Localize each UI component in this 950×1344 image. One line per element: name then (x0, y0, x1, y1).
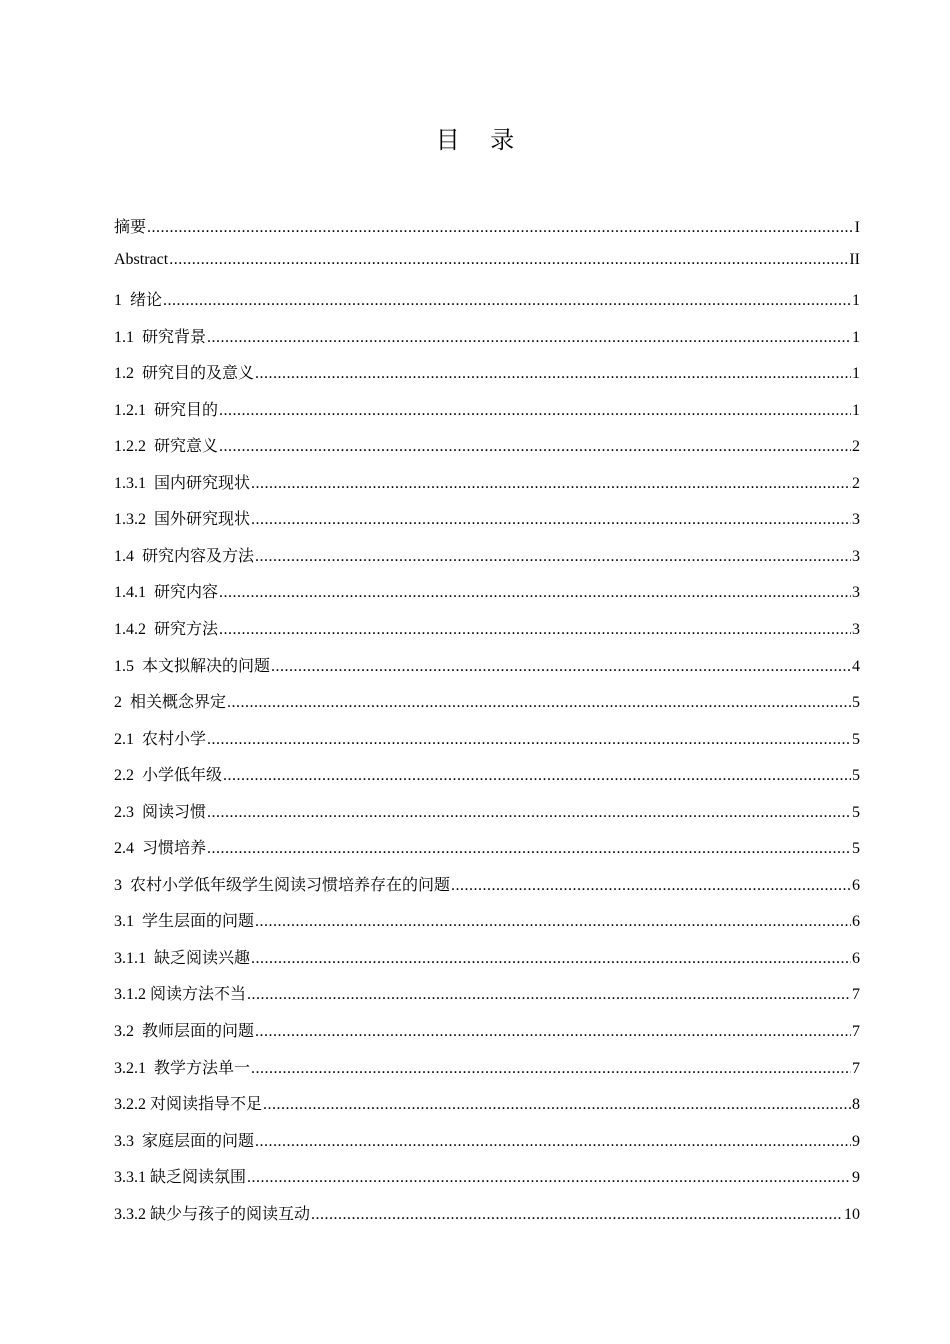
toc-page-number: 6 (852, 876, 860, 894)
toc-page-number: 9 (852, 1132, 860, 1150)
toc-page-number: 5 (852, 694, 860, 712)
toc-entry-label: 2 相关概念界定 (114, 694, 227, 712)
toc-dot-leader (207, 731, 851, 749)
toc-entry-label: 1.2.1 研究目的 (114, 401, 219, 419)
toc-dot-leader (451, 877, 851, 895)
toc-dot-leader (255, 1133, 851, 1151)
toc-entry-label: 3.2 教师层面的问题 (114, 1023, 255, 1041)
toc-entry[interactable] (114, 872, 860, 909)
toc-entry-label: 1.1 研究背景 (114, 328, 207, 346)
toc-page-number: 9 (852, 1169, 860, 1187)
toc-page-number: 1 (852, 328, 860, 346)
toc-entry-label: 3.3 家庭层面的问题 (114, 1132, 255, 1150)
toc-dot-leader (255, 365, 851, 383)
toc-page-number: 4 (852, 657, 860, 675)
toc-entry[interactable] (114, 762, 860, 799)
toc-dot-leader (219, 621, 851, 639)
toc-entry[interactable] (114, 1018, 860, 1055)
toc-entry[interactable] (114, 726, 860, 763)
table-of-contents (114, 214, 860, 1237)
toc-entry-label: 3.1.2 阅读方法不当 (114, 986, 247, 1004)
toc-entry[interactable] (114, 543, 860, 580)
toc-page-number: 2 (852, 438, 860, 456)
toc-entry-label: 2.4 习惯培养 (114, 840, 207, 858)
toc-page-number: 6 (852, 913, 860, 931)
toc-dot-leader (227, 694, 851, 712)
toc-entry-label: 2.1 农村小学 (114, 730, 207, 748)
toc-page-number: 7 (852, 1023, 860, 1041)
toc-entry[interactable] (114, 251, 860, 288)
toc-entry-label: 1.3.2 国外研究现状 (114, 511, 251, 529)
toc-page-number: 8 (852, 1096, 860, 1114)
toc-page-number: 3 (852, 621, 860, 639)
toc-page-number: 1 (852, 365, 860, 383)
toc-entry[interactable] (114, 214, 860, 251)
toc-entry[interactable] (114, 799, 860, 836)
toc-dot-leader (219, 402, 851, 420)
toc-entry-label: 3.2.2 对阅读指导不足 (114, 1096, 263, 1114)
toc-entry[interactable] (114, 579, 860, 616)
toc-entry-label: 1.2 研究目的及意义 (114, 365, 255, 383)
toc-page-number: 6 (852, 949, 860, 967)
toc-entry[interactable] (114, 470, 860, 507)
toc-entry[interactable] (114, 1164, 860, 1201)
toc-entry-label: 1.3.1 国内研究现状 (114, 474, 251, 492)
toc-entry[interactable] (114, 616, 860, 653)
toc-dot-leader (251, 511, 851, 529)
toc-entry-label: 1.2.2 研究意义 (114, 438, 219, 456)
toc-dot-leader (163, 292, 851, 310)
page-title: 目 录 (435, 126, 515, 154)
toc-dot-leader (247, 986, 851, 1004)
toc-entry[interactable] (114, 360, 860, 397)
toc-page-number: 1 (852, 292, 860, 310)
toc-dot-leader (255, 913, 851, 931)
toc-dot-leader (247, 1169, 851, 1187)
toc-dot-leader (251, 950, 851, 968)
toc-entry-label: 1.5 本文拟解决的问题 (114, 657, 271, 675)
toc-dot-leader (147, 219, 854, 237)
toc-dot-leader (219, 584, 851, 602)
toc-entry-label: 3.3.2 缺少与孩子的阅读互动 (114, 1205, 311, 1223)
toc-page-number: I (854, 219, 860, 236)
toc-entry[interactable] (114, 981, 860, 1018)
toc-page-number: 3 (852, 511, 860, 529)
toc-entry-label: 2.2 小学低年级 (114, 767, 223, 785)
toc-page-number: 1 (852, 401, 860, 419)
toc-dot-leader (251, 475, 851, 493)
toc-page-number: 3 (852, 547, 860, 565)
toc-entry[interactable] (114, 945, 860, 982)
toc-entry-label: 3 农村小学低年级学生阅读习惯培养存在的问题 (114, 876, 451, 894)
toc-page-number: 7 (852, 986, 860, 1004)
toc-dot-leader (271, 658, 851, 676)
toc-entry-label: 3.3.1 缺乏阅读氛围 (114, 1169, 247, 1187)
toc-entry-label: Abstract (114, 250, 169, 268)
toc-page-number: 5 (852, 840, 860, 858)
toc-entry-label: 1.4.1 研究内容 (114, 584, 219, 602)
toc-dot-leader (223, 767, 851, 785)
toc-entry-label: 1 绪论 (114, 292, 163, 310)
toc-entry[interactable] (114, 1091, 860, 1128)
toc-entry[interactable] (114, 689, 860, 726)
toc-page-number: 10 (844, 1205, 860, 1223)
toc-dot-leader (169, 251, 848, 269)
toc-dot-leader (263, 1096, 851, 1114)
toc-entry[interactable] (114, 1055, 860, 1092)
toc-entry[interactable] (114, 653, 860, 690)
toc-page-number: 3 (852, 584, 860, 602)
toc-dot-leader (219, 438, 851, 456)
toc-entry[interactable] (114, 324, 860, 361)
toc-page-number: 5 (852, 803, 860, 821)
toc-entry[interactable] (114, 908, 860, 945)
toc-entry-label: 3.1.1 缺乏阅读兴趣 (114, 949, 251, 967)
toc-entry[interactable] (114, 1201, 860, 1238)
toc-page-number: 5 (852, 767, 860, 785)
toc-entry[interactable] (114, 506, 860, 543)
toc-page-number: 5 (852, 730, 860, 748)
toc-entry[interactable] (114, 397, 860, 434)
toc-entry-label: 摘要 (114, 219, 147, 236)
toc-entry[interactable] (114, 433, 860, 470)
toc-entry-label: 2.3 阅读习惯 (114, 803, 207, 821)
toc-entry-label: 1.4 研究内容及方法 (114, 547, 255, 565)
toc-entry[interactable] (114, 287, 860, 324)
toc-page-number: II (849, 250, 860, 268)
toc-page-number: 2 (852, 474, 860, 492)
toc-dot-leader (207, 329, 851, 347)
toc-entry[interactable] (114, 1128, 860, 1165)
toc-entry-label: 1.4.2 研究方法 (114, 621, 219, 639)
toc-page-number: 7 (852, 1059, 860, 1077)
toc-dot-leader (207, 840, 851, 858)
toc-dot-leader (255, 548, 851, 566)
toc-dot-leader (207, 804, 851, 822)
toc-dot-leader (251, 1060, 851, 1078)
toc-dot-leader (255, 1023, 851, 1041)
toc-entry-label: 3.2.1 教学方法单一 (114, 1059, 251, 1077)
toc-entry[interactable] (114, 835, 860, 872)
toc-entry-label: 3.1 学生层面的问题 (114, 913, 255, 931)
toc-dot-leader (311, 1206, 843, 1224)
